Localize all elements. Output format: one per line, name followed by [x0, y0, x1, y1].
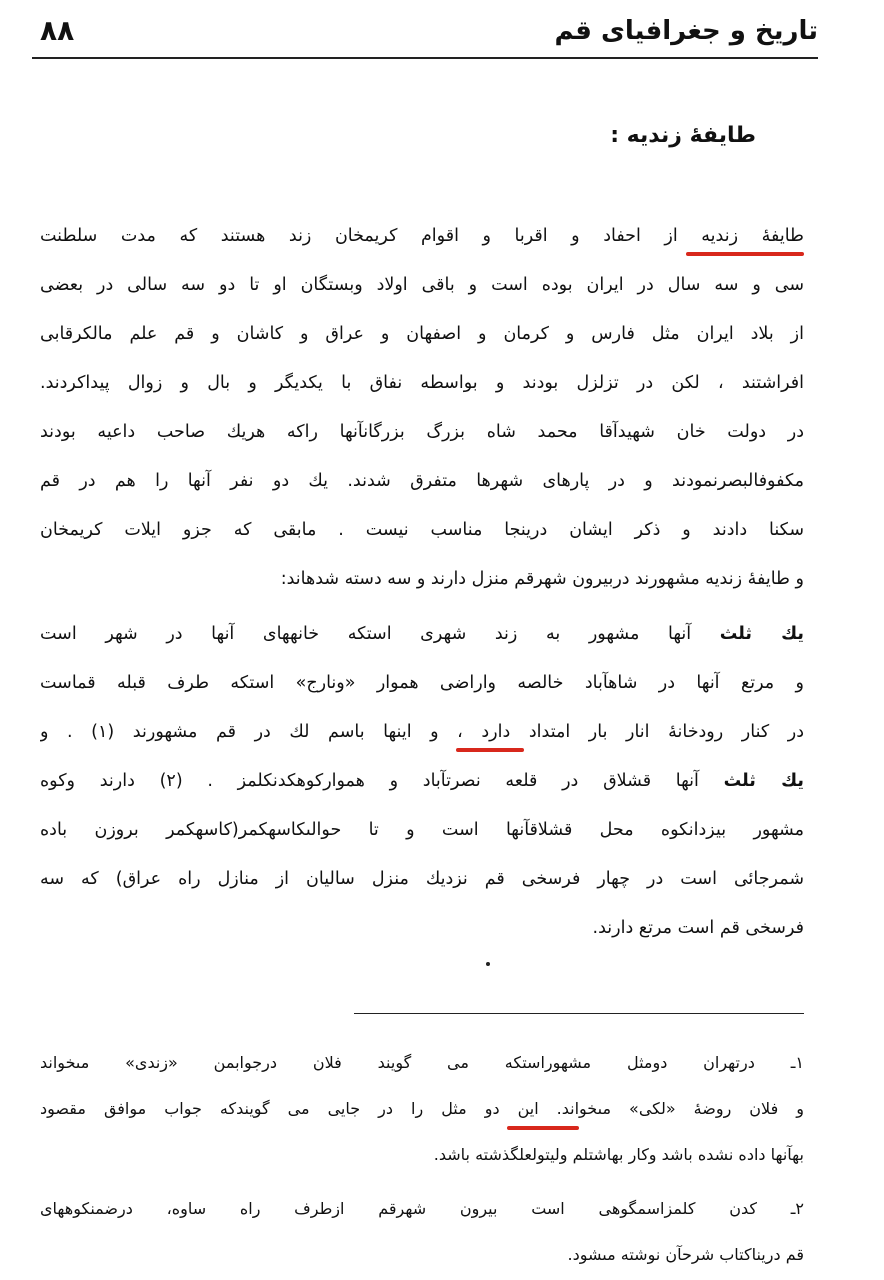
- paragraph-lead: يك ثلث: [723, 771, 804, 791]
- body-line: و طايفهٔ زنديه مشهورند دربيرون شهرقم منزل دارند و سه دسته شدهاند:: [280, 569, 804, 589]
- footnote-line: ٢ـ كدن كلمزاسمگوهى است بيرون شهرقم ازطرف راه ساوه، درضمنكوههاى: [40, 1199, 804, 1218]
- footnotes: [40, 1040, 804, 1278]
- footnote-line: قم دريناكتاب شرحآن نوشته مىشود.: [567, 1245, 804, 1264]
- body-line: شمرجائى است در چهار فرسخى قم نزديك منزل ساليان از منازل راه عراق) كه سه: [40, 869, 804, 889]
- running-header-title: تاريخ و جغرافياى قم: [554, 16, 818, 46]
- body-line: در دولت خان شهيدآقا محمد شاه بزرگ بزرگانآنها راكه هريك صاحب داعيه بودند: [40, 422, 804, 442]
- paragraph-lead: يك ثلث: [719, 624, 804, 644]
- body-text: [40, 212, 804, 953]
- body-line: طايفهٔ زنديه از احفاد و اقربا و اقوام كريمخان زند هستند كه مدت سلطنت: [40, 212, 804, 261]
- body-line: يك ثلث آنها مشهور به زند شهرى استكه خانههاى آنها در شهر است: [40, 624, 804, 644]
- body-line: و مرتع آنها در شاهآباد خالصه واراضى هموار «ونارج» استكه طرف قبله قماست: [40, 673, 804, 693]
- page-number: ٨٨: [40, 14, 75, 47]
- body-line: مكفوفالبصرنمودند و در پارهاى شهرها متفرق شدند. يك دو نفر آنها را هم در قم: [40, 471, 804, 491]
- body-line: فرسخى قم است مرتع دارند.: [592, 918, 804, 938]
- body-line: در كنار رودخانهٔ انار بار امتداد دارد ، و اينها باسم لك در قم مشهورند (١) . و: [40, 708, 804, 757]
- section-heading: طايفهٔ زنديه :: [610, 123, 756, 148]
- body-line: از بلاد ايران مثل فارس و كرمان و اصفهان و عراق و كاشان و قم علم مالكرقابى: [40, 324, 804, 344]
- print-speck: [486, 962, 490, 966]
- footnote-line: بهآنها داده نشده باشد وكار بهاشتلم وليتولعلگذشته باشد.: [433, 1145, 804, 1164]
- footnote-rule: [354, 1013, 804, 1014]
- body-line: يك ثلث آنها قشلاق در قلعه نصرتآباد و همواركوهكدنكلمز . (٢) دارند وكوه: [40, 771, 804, 791]
- body-line: افراشتند ، لكن در تزلزل بودند و بواسطه نفاق با يكديگر و بال و زوال پيداكردند.: [40, 373, 804, 393]
- red-underline-mark: [456, 748, 524, 752]
- footnote-line: و فلان روضهٔ «لكى» مىخواند. اين دو مثل را در جايى مى گويندكه جواب موافق مقصود: [40, 1086, 804, 1132]
- body-line: سكنا دادند و ذكر ايشان درينجا مناسب نيست . مابقى كه جزو ايلات كريمخان: [40, 520, 804, 540]
- footnote-line: ١ـ درتهران دومثل مشهوراستكه مى گويند فلان درجوابمن «زندى» مىخواند: [40, 1053, 804, 1072]
- red-underline-mark: [686, 252, 804, 256]
- header-rule: [32, 57, 818, 59]
- body-line: سى و سه سال در ايران بوده است و باقى اولاد وبستگان او تا دو سه سالى در بعضى: [40, 275, 804, 295]
- red-underline-mark: [507, 1126, 579, 1130]
- body-line: مشهور بيزدانكوه محل قشلاقآنها است و تا حوالىكاسهكمر(كاسهكمر بروزن باده: [40, 820, 804, 840]
